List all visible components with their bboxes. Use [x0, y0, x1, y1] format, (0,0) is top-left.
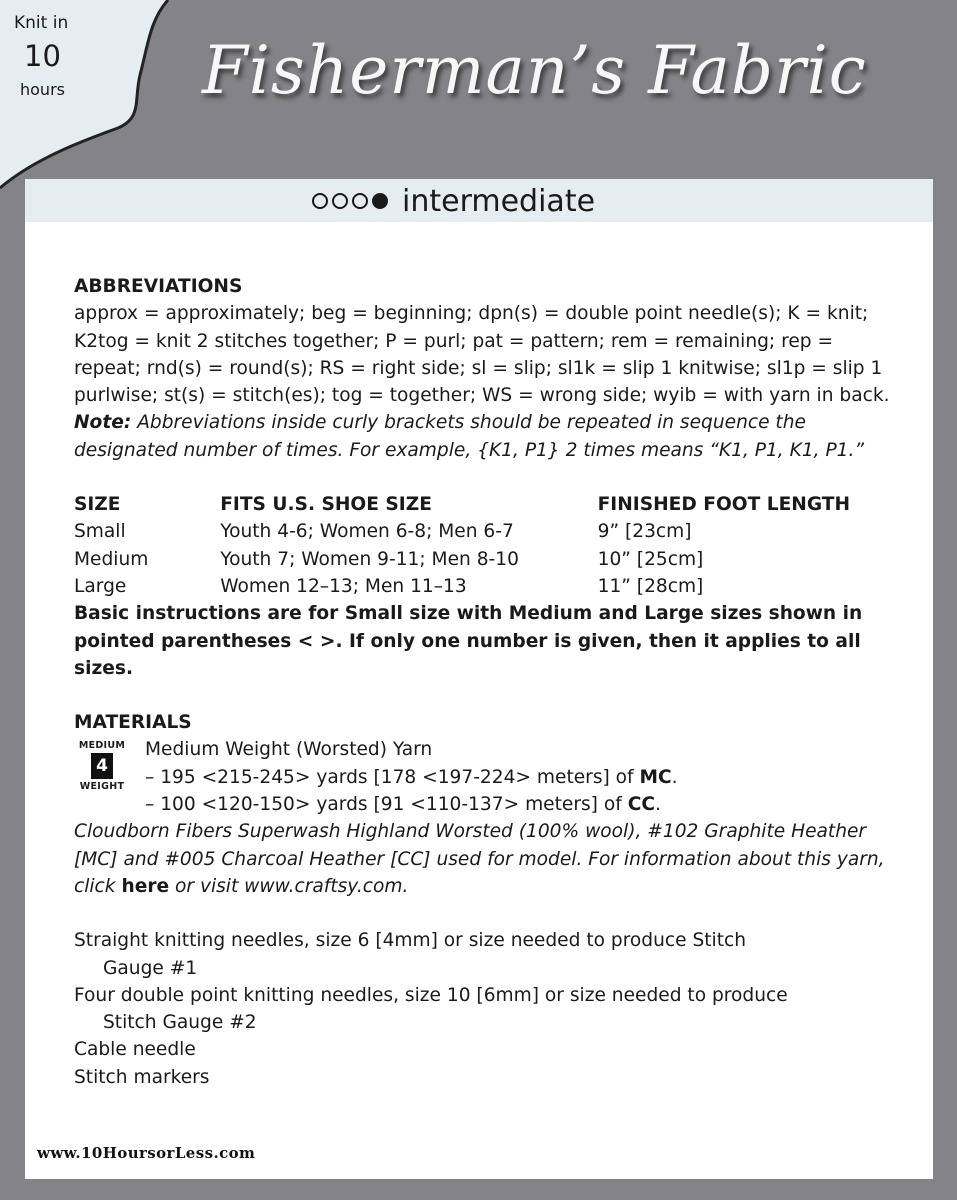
cc-label: CC: [627, 794, 655, 816]
tool-item-continued: Stitch Gauge #2: [103, 1012, 257, 1034]
yarn-weight-number: 4: [91, 753, 113, 779]
skill-level-label: intermediate: [402, 183, 596, 219]
size-note: Basic instructions are for Small size with Medium and Large sizes shown in pointed parentheses < >. If only one number is given, then it applies to all sizes.: [74, 603, 863, 679]
shoe-size-cell: Women 12–13; Men 11–13: [220, 575, 467, 597]
content-panel: [25, 179, 933, 1179]
tool-item: Stitch markers: [74, 1066, 210, 1088]
yarn-weight-top: MEDIUM: [78, 740, 126, 752]
skill-dot-empty-icon: [312, 193, 328, 209]
yarn-cc-line: – 100 <120-150> yards [91 <110-137> meters] of CC.: [145, 794, 661, 816]
badge-hours-number: 10: [24, 39, 61, 73]
shoe-size-cell: Youth 7; Women 9-11; Men 8-10: [220, 548, 519, 570]
foot-length-col-header: FINISHED FOOT LENGTH: [597, 494, 851, 516]
table-row: [74, 573, 894, 600]
pattern-title: Fisherman’s Fabric: [202, 32, 867, 109]
foot-length-cell: 11” [28cm]: [597, 575, 704, 597]
badge-hours-label: hours: [20, 80, 65, 99]
note-text: Abbreviations inside curly brackets should be repeated in sequence the designated number of times. For example, {K1, P1} 2 times means “K1, P1, K1, P1.”: [74, 412, 865, 461]
abbreviations-heading: ABBREVIATIONS: [74, 276, 243, 297]
tool-item: Cable needle: [74, 1039, 196, 1061]
size-table-header: [74, 491, 894, 518]
footer-website[interactable]: www.10HoursorLess.com: [37, 1144, 256, 1162]
yarn-mc-line: – 195 <215-245> yards [178 <197-224> meters] of MC.: [145, 766, 678, 788]
yarn-weight-bottom: WEIGHT: [79, 781, 125, 793]
abbreviations-paragraph: [74, 300, 894, 464]
materials-heading: MATERIALS: [74, 712, 192, 734]
size-cell: Large: [74, 575, 127, 597]
table-row: [74, 546, 894, 573]
size-cell: Small: [74, 521, 126, 543]
skill-dot-empty-icon: [332, 193, 348, 209]
pattern-content: [74, 273, 894, 1091]
tool-item-continued: Gauge #1: [103, 957, 198, 979]
yarn-block: [74, 736, 894, 818]
skill-dot-empty-icon: [352, 193, 368, 209]
shoe-size-col-header: FITS U.S. SHOE SIZE: [220, 494, 432, 516]
tool-item: Four double point knitting needles, size 10 [6mm] or size needed to produce: [74, 984, 788, 1006]
tool-item: Straight knitting needles, size 6 [4mm] or size needed to produce Stitch: [74, 930, 747, 952]
size-col-header: SIZE: [74, 494, 121, 516]
foot-length-cell: 9” [23cm]: [597, 521, 692, 543]
shoe-size-cell: Youth 4-6; Women 6-8; Men 6-7: [220, 521, 514, 543]
note-label: Note:: [74, 412, 132, 434]
skill-dot-filled-icon: [372, 193, 388, 209]
abbreviations-body: approx = approximately; beg = beginning; dpn(s) = double point needle(s); K = knit; K2tog = knit 2 stitches together; P = purl; pat = pattern; rem = remaining; rep = repeat; rnd(s) = round(s); RS = right side; sl = slip; sl1k = slip 1 knitwise; sl1p = slip 1 purlwise; st(s) = stitch(es); tog = together; WS = wrong side; wyib = with yarn in back.: [74, 303, 890, 407]
foot-length-cell: 10” [25cm]: [597, 548, 704, 570]
size-cell: Medium: [74, 548, 149, 570]
mc-label: MC: [639, 766, 672, 788]
yarn-credit: Cloudborn Fibers Superwash Highland Worsted (100% wool), #102 Graphite Heather [MC] and #005 Charcoal Heather [CC] used for model. For information about this yarn, click here or visit www.craftsy.com.: [74, 821, 885, 897]
table-row: [74, 518, 894, 545]
yarn-title: Medium Weight (Worsted) Yarn: [145, 739, 433, 761]
here-link[interactable]: here: [121, 875, 170, 897]
yarn-weight-icon: [74, 740, 130, 792]
badge-knit-in: Knit in: [14, 13, 69, 33]
skill-level-bar: [25, 179, 933, 222]
